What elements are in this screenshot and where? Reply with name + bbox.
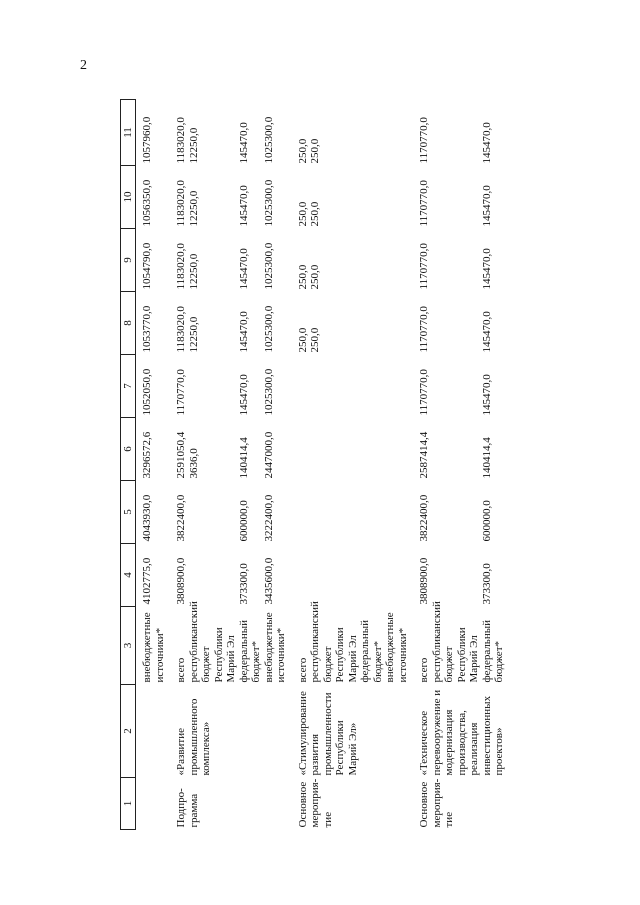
- value: 12250,0: [187, 190, 200, 227]
- value-cell: [170, 418, 292, 481]
- value-cell: [170, 100, 292, 166]
- value: [359, 357, 384, 416]
- value: 145470,0: [237, 185, 250, 227]
- value: [384, 231, 409, 290]
- value: 145470,0: [480, 374, 493, 416]
- program-name-cell: «Техническое перевооружение и модернизация производства, реализация инвестиционных проектов»: [418, 689, 505, 776]
- value-cell: [136, 355, 171, 418]
- funding-source-label: республиканский бюджет Республики Марий Эл: [430, 601, 480, 683]
- value: [384, 102, 409, 164]
- value-cell: [413, 544, 510, 607]
- program-name-cell: [136, 685, 171, 778]
- value: 145470,0: [237, 122, 250, 164]
- value: 1170770,0: [175, 369, 187, 416]
- value: [431, 294, 481, 353]
- value-cell: [413, 229, 510, 292]
- value: [359, 546, 384, 605]
- value: 12250,0: [187, 253, 200, 290]
- value: 1053770,0: [141, 305, 153, 353]
- value: 250,0: [296, 327, 309, 353]
- value: 2447000,0: [262, 431, 275, 479]
- value-cell: [413, 418, 510, 481]
- value: [431, 231, 481, 290]
- header-cell: 1: [121, 778, 136, 830]
- value: 250,0: [296, 201, 309, 227]
- value: [431, 357, 481, 416]
- value: 3808900,0: [418, 557, 430, 605]
- value: 145470,0: [237, 374, 250, 416]
- program-type-cell: [136, 778, 171, 830]
- table-body: [136, 100, 510, 830]
- funding-source-label: внебюджетные источники*: [141, 612, 166, 683]
- value: 250,0: [296, 138, 309, 164]
- table-row: [136, 100, 171, 830]
- header-cell: 6: [121, 418, 136, 481]
- value: [297, 483, 310, 542]
- value: [431, 168, 481, 227]
- value: 140414,4: [480, 437, 493, 479]
- value-cell: [170, 544, 292, 607]
- value: 1054790,0: [141, 242, 153, 290]
- value: [188, 357, 238, 416]
- value-cell: [292, 292, 414, 355]
- funding-source-cell: [170, 601, 292, 685]
- table-row: [292, 100, 414, 830]
- value: 3435600,0: [262, 557, 275, 605]
- header-cell: 2: [121, 685, 136, 778]
- value: 600000,0: [480, 500, 493, 542]
- value: 1025300,0: [262, 305, 275, 353]
- funding-source-label: федеральный бюджет*: [237, 620, 262, 683]
- value-cell: [136, 544, 171, 607]
- value: [359, 483, 384, 542]
- funding-source-cell: [413, 601, 510, 685]
- value: 1183020,0: [175, 243, 187, 290]
- funding-source-label: федеральный бюджет*: [359, 620, 384, 683]
- value: 1170770,0: [418, 180, 430, 227]
- funding-source-label: внебюджетные источники*: [262, 612, 287, 683]
- value-cell: [413, 292, 510, 355]
- funding-source-label: республиканский бюджет Республики Марий Эл: [309, 601, 359, 683]
- value-cell: [136, 229, 171, 292]
- value: 145470,0: [480, 311, 493, 353]
- funding-source-cell: [292, 601, 414, 685]
- header-cell: 9: [121, 229, 136, 292]
- value: [431, 483, 481, 542]
- value: [384, 357, 409, 416]
- value: 1183020,0: [175, 306, 187, 353]
- funding-source-label: внебюджетные источники*: [384, 612, 409, 683]
- value: 3822400,0: [418, 494, 430, 542]
- value: [384, 168, 409, 227]
- value: 373300,0: [480, 563, 493, 605]
- value: 1170770,0: [418, 369, 430, 416]
- value: 250,0: [309, 327, 321, 353]
- value: 1183020,0: [175, 117, 187, 164]
- value: 2591050,4: [175, 431, 187, 479]
- value: 12250,0: [187, 127, 200, 164]
- value-cell: [292, 355, 414, 418]
- value: 145470,0: [480, 248, 493, 290]
- value: 3822400,0: [175, 494, 187, 542]
- value: 1025300,0: [262, 242, 275, 290]
- value-cell: [413, 355, 510, 418]
- value: [309, 357, 359, 416]
- value: [297, 420, 310, 479]
- value: 145470,0: [480, 122, 493, 164]
- table-header-row: [121, 100, 136, 830]
- funding-source-label: всего: [296, 657, 309, 683]
- program-type-cell: Подпро-грамма: [175, 788, 200, 828]
- value-cell: [170, 481, 292, 544]
- budget-table: [120, 99, 510, 830]
- funding-source-cell: [136, 607, 171, 685]
- table-row: [170, 100, 292, 830]
- value: 1170770,0: [418, 306, 430, 353]
- value: 1052050,0: [141, 368, 153, 416]
- value: 1057960,0: [141, 116, 153, 164]
- value: 145470,0: [237, 248, 250, 290]
- value: 1056350,0: [141, 179, 153, 227]
- header-cell: 8: [121, 292, 136, 355]
- value: [359, 294, 384, 353]
- table-row: [413, 100, 510, 830]
- value: 145470,0: [480, 185, 493, 227]
- funding-source-label: всего: [418, 657, 430, 683]
- value: 250,0: [309, 264, 321, 290]
- value: 250,0: [296, 264, 309, 290]
- funding-source-label: республиканский бюджет Республики Марий Эл: [187, 601, 237, 683]
- value-cell: [413, 481, 510, 544]
- value: [384, 546, 409, 605]
- header-cell: 10: [121, 166, 136, 229]
- value: 3296572,6: [141, 431, 153, 479]
- value: 3636,0: [187, 448, 200, 479]
- value: [431, 546, 481, 605]
- value-cell: [292, 229, 414, 292]
- value-cell: [292, 166, 414, 229]
- value: [297, 546, 310, 605]
- value: [384, 483, 409, 542]
- value: 250,0: [309, 138, 321, 164]
- value-cell: [136, 292, 171, 355]
- value: [309, 420, 359, 479]
- value: 12250,0: [187, 316, 200, 353]
- value: 1170770,0: [418, 243, 430, 290]
- funding-source-label: всего: [175, 657, 187, 683]
- program-type-cell: Основное мероприя-тие: [296, 778, 334, 828]
- value: 600000,0: [237, 500, 250, 542]
- value: [309, 546, 359, 605]
- value: 373300,0: [237, 563, 250, 605]
- program-name-cell: «Развитие промышленного комплекса»: [175, 698, 212, 776]
- value-cell: [292, 544, 414, 607]
- value: 1025300,0: [262, 116, 275, 164]
- header-cell: 5: [121, 481, 136, 544]
- value: [431, 102, 481, 164]
- header-cell: 4: [121, 544, 136, 607]
- header-cell: 3: [121, 607, 136, 685]
- value: [359, 231, 384, 290]
- value: 1025300,0: [262, 368, 275, 416]
- value-cell: [170, 355, 292, 418]
- value-cell: [136, 100, 171, 166]
- value: 4043930,0: [141, 494, 153, 542]
- header-cell: 11: [121, 100, 136, 166]
- value-cell: [413, 166, 510, 229]
- page-number: 2: [80, 58, 87, 73]
- value-cell: [413, 100, 510, 166]
- value: 4102775,0: [141, 557, 153, 605]
- value: [297, 357, 310, 416]
- value: [309, 483, 359, 542]
- value-cell: [292, 100, 414, 166]
- value: [431, 420, 481, 479]
- budget-table-container: [120, 100, 530, 830]
- value: 1183020,0: [175, 180, 187, 227]
- value: [188, 483, 238, 542]
- program-type-cell: Основное мероприя-тие: [418, 778, 455, 828]
- value: 145470,0: [237, 311, 250, 353]
- program-name-cell: «Стимулирование развития промышленности Республики Марий Эл»: [296, 691, 359, 776]
- value-cell: [170, 229, 292, 292]
- value: [359, 168, 384, 227]
- value-cell: [136, 166, 171, 229]
- value: [384, 294, 409, 353]
- value: [359, 102, 384, 164]
- value: 3808900,0: [175, 557, 187, 605]
- value: 1170770,0: [418, 117, 430, 164]
- value: [384, 420, 409, 479]
- value-cell: [136, 418, 171, 481]
- value: [359, 420, 384, 479]
- value-cell: [170, 292, 292, 355]
- header-cell: 7: [121, 355, 136, 418]
- value: 140414,4: [237, 437, 250, 479]
- value-cell: [292, 418, 414, 481]
- value: 250,0: [309, 201, 321, 227]
- value-cell: [292, 481, 414, 544]
- value: 2587414,4: [418, 431, 430, 479]
- funding-source-label: федеральный бюджет*: [480, 620, 505, 683]
- value-cell: [170, 166, 292, 229]
- value: 1025300,0: [262, 179, 275, 227]
- value: [188, 546, 238, 605]
- value-cell: [136, 481, 171, 544]
- value: 3222400,0: [262, 494, 275, 542]
